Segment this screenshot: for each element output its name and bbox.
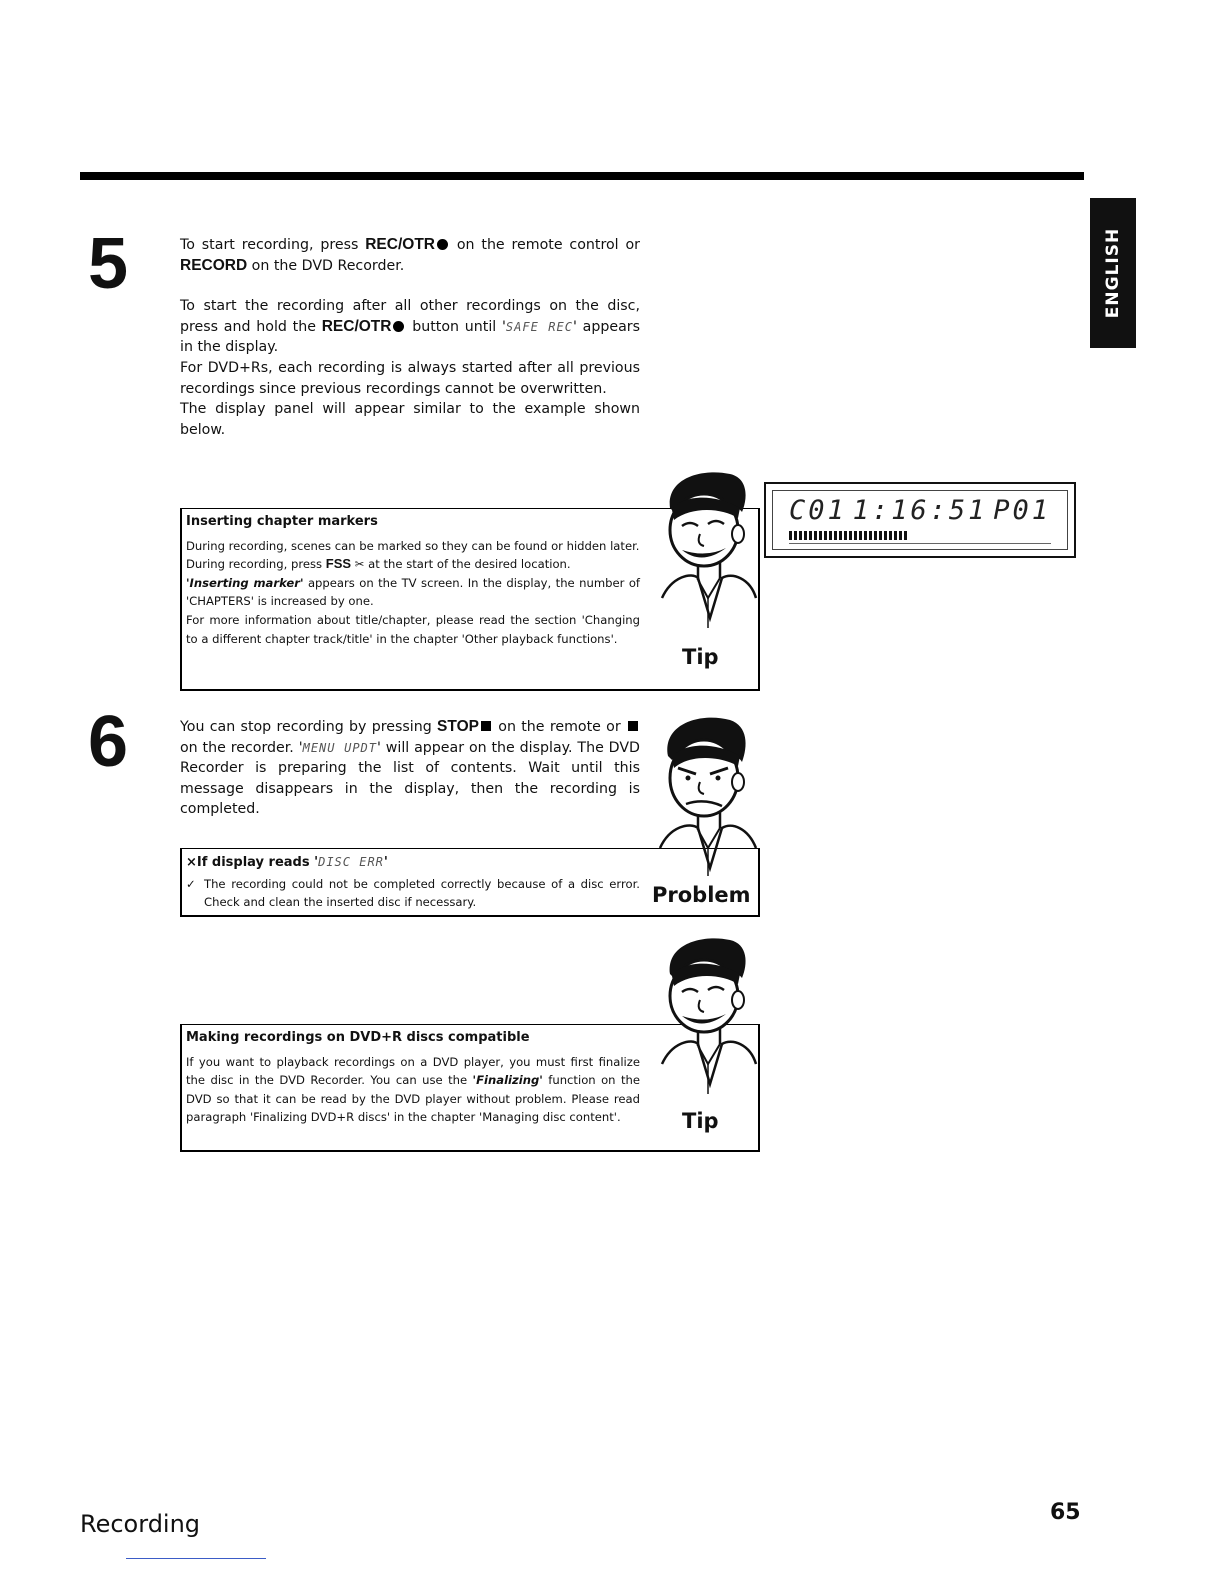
fss-key: FSS — [325, 556, 352, 572]
page-number: 65 — [1050, 1500, 1081, 1525]
display-panel — [764, 482, 1076, 558]
stop-square-icon — [481, 721, 491, 731]
problem-line — [186, 875, 640, 912]
text: To start recording, press — [180, 237, 366, 253]
finalizing-text: 'Finalizing' — [472, 1073, 543, 1088]
text: You can stop recording by pressing — [180, 719, 438, 735]
text: ' — [383, 855, 388, 870]
text: If you want to playback recordings on a DVD player, you must first finalize the disc in the DVD Recorder. You can use the — [186, 1054, 640, 1088]
check-icon: ✓ — [186, 876, 196, 891]
display-baseline — [789, 543, 1051, 544]
top-rule — [80, 172, 1084, 180]
display-inner — [772, 490, 1068, 550]
tip-content — [186, 513, 640, 648]
text: on the recorder. ' — [180, 739, 303, 756]
step-number-6: 6 — [88, 702, 129, 782]
text: appears on the TV screen. In the display, the number of 'CHAPTERS' is increased by one. — [186, 575, 640, 609]
lcd-disc-err: DISC ERR — [318, 855, 384, 869]
language-tab — [1090, 198, 1136, 348]
display-time: 1:16:51 — [852, 495, 988, 526]
display-chapter: C01 — [789, 495, 847, 526]
tip-cartoon-smiling-man — [652, 934, 764, 1102]
tip-line — [186, 555, 640, 574]
tip-heading: Making recordings on DVD+R discs compatible — [186, 1030, 530, 1045]
tip-content — [186, 1029, 640, 1127]
record-dot-icon — [437, 239, 448, 250]
language-tab-label: ENGLISH — [1103, 227, 1123, 319]
tip-label: Tip — [682, 1109, 719, 1133]
step5-paragraph-1 — [180, 235, 640, 276]
problem-cartoon-frowning-man — [650, 712, 762, 880]
step5-paragraph-3: For DVD+Rs, each recording is always started after all previous recordings since previous recordings cannot be overwritten. — [180, 359, 640, 397]
problem-heading — [186, 853, 640, 873]
problem-content — [186, 853, 640, 912]
tip-line — [186, 574, 640, 611]
text: on the remote or — [492, 719, 626, 735]
step5-text — [180, 235, 640, 440]
rec-otr-key: REC/OTR — [321, 317, 392, 335]
step-number-5: 5 — [88, 224, 129, 304]
display-readout — [773, 495, 1067, 526]
record-dot-icon — [393, 321, 404, 332]
text: on the remote control or — [449, 237, 640, 253]
text: on the DVD Recorder. — [247, 257, 405, 274]
tip-line: During recording, scenes can be marked so they can be found or hidden later. — [186, 538, 640, 553]
stop-square-icon — [628, 721, 638, 731]
rec-otr-key: REC/OTR — [365, 236, 435, 253]
step5-paragraph-2 — [180, 296, 640, 358]
problem-label: Problem — [652, 883, 751, 907]
display-track: P01 — [993, 495, 1051, 526]
text: at the start of the desired location. — [364, 557, 571, 572]
lcd-menu-updt: MENU UPDT — [302, 740, 377, 755]
cross-icon: × — [186, 855, 197, 870]
step6-paragraph — [180, 717, 640, 820]
text: function on the DVD so that it can be read by the DVD player without problem. Please read paragraph 'Finalizing DVD+R discs' in the chapter 'Managing disc content'. — [186, 1073, 640, 1125]
stop-key: STOP — [437, 718, 479, 735]
tip-line: For more information about title/chapter, please read the section 'Changing to a different chapter track/title' in the chapter 'Other playback functions'. — [186, 612, 640, 646]
footer-link-underline — [126, 1558, 266, 1559]
tip-heading: Inserting chapter markers — [186, 514, 378, 529]
text: ' will appear on the display. The DVD Recorder is preparing the list of contents. Wait until this message disappears in the display, then the recording is completed. — [180, 739, 640, 818]
step5-paragraph-4: The display panel will appear similar to the example shown below. — [180, 401, 640, 438]
tip-cartoon-smiling-man — [652, 468, 764, 636]
lcd-safe-rec: SAFE REC — [505, 319, 573, 334]
text: The recording could not be completed correctly because of a disc error. Check and clean the inserted disc if necessary. — [204, 876, 640, 910]
text: button until ' — [406, 318, 506, 335]
step6-text — [180, 717, 640, 820]
record-key: RECORD — [180, 256, 248, 274]
tip-label: Tip — [682, 645, 719, 669]
inserting-marker-text: 'Inserting marker' — [186, 575, 304, 590]
footer-section-title: Recording — [80, 1510, 201, 1538]
text: To start the recording after all other recordings on the disc, press and hold the — [180, 298, 640, 335]
text: ' appears in the display. — [180, 318, 640, 356]
text: If display reads ' — [196, 855, 319, 870]
tip-line — [186, 1053, 640, 1127]
level-gauge — [789, 531, 908, 540]
text: During recording, press — [186, 557, 326, 572]
scissors-icon: ✂ — [354, 557, 365, 572]
